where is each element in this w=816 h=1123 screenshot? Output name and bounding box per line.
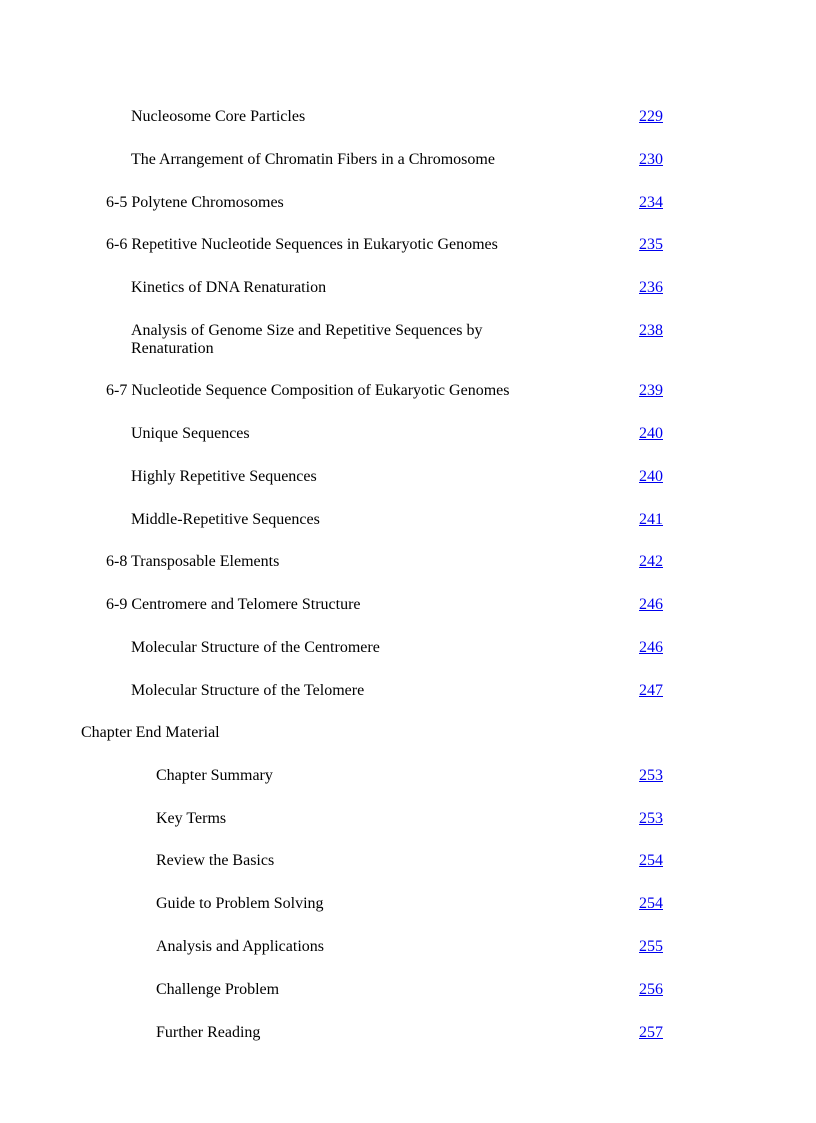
toc-entry-title: Challenge Problem [156, 981, 280, 998]
toc-page-link[interactable]: 236 [639, 279, 663, 296]
toc-page-link[interactable]: 240 [639, 468, 663, 485]
toc-entry-title: Middle-Repetitive Sequences [131, 511, 320, 528]
toc-page-link[interactable]: 229 [639, 108, 663, 125]
toc-page-link[interactable]: 254 [639, 895, 663, 912]
toc-entry-title: Molecular Structure of the Centromere [131, 639, 380, 656]
toc-page-link[interactable]: 239 [639, 382, 663, 399]
toc-page-link[interactable]: 246 [639, 596, 663, 613]
toc-page-link[interactable]: 230 [639, 151, 663, 168]
toc-page-link[interactable]: 246 [639, 639, 663, 656]
toc-page-link[interactable]: 241 [639, 511, 663, 528]
toc-entry-title: Analysis of Genome Size and Repetitive Sequences by Renaturation [131, 322, 483, 357]
toc-entry-title: Further Reading [156, 1024, 261, 1041]
toc-entry-title: Chapter Summary [156, 767, 273, 784]
toc-entry-title: 6-9 Centromere and Telomere Structure [106, 596, 361, 613]
toc-entry-title: Kinetics of DNA Renaturation [131, 279, 327, 296]
toc-entry-title: Unique Sequences [131, 425, 250, 442]
toc-page-link[interactable]: 242 [639, 553, 663, 570]
toc-page-link[interactable]: 238 [639, 322, 663, 339]
toc-entry-title: Analysis and Applications [156, 938, 324, 955]
toc-page-link[interactable]: 256 [639, 981, 663, 998]
toc-page-link[interactable]: 253 [639, 810, 663, 827]
toc-entry-title: Nucleosome Core Particles [131, 108, 306, 125]
toc-page-link[interactable]: 240 [639, 425, 663, 442]
toc-entry-title: Key Terms [156, 810, 227, 827]
toc-page-link[interactable]: 247 [639, 682, 663, 699]
toc-page-link[interactable]: 234 [639, 194, 663, 211]
toc-entry-title: Highly Repetitive Sequences [131, 468, 317, 485]
toc-entry-title: 6-7 Nucleotide Sequence Composition of Eukaryotic Genomes [106, 382, 510, 399]
toc-entry-title: Review the Basics [156, 852, 275, 869]
toc-entry-title: The Arrangement of Chromatin Fibers in a Chromosome [131, 151, 495, 168]
toc-page-link[interactable]: 257 [639, 1024, 663, 1041]
toc-entry-title: Molecular Structure of the Telomere [131, 682, 365, 699]
toc-section-heading: Chapter End Material [81, 724, 220, 741]
toc-page-link[interactable]: 254 [639, 852, 663, 869]
toc-page-link[interactable]: 253 [639, 767, 663, 784]
toc-entry-title: Guide to Problem Solving [156, 895, 324, 912]
toc-entry-title: 6-6 Repetitive Nucleotide Sequences in Eukaryotic Genomes [106, 236, 498, 253]
toc-entry-title: 6-5 Polytene Chromosomes [106, 194, 284, 211]
toc-entry-title: 6-8 Transposable Elements [106, 553, 280, 570]
toc-page-link[interactable]: 235 [639, 236, 663, 253]
toc-page-link[interactable]: 255 [639, 938, 663, 955]
